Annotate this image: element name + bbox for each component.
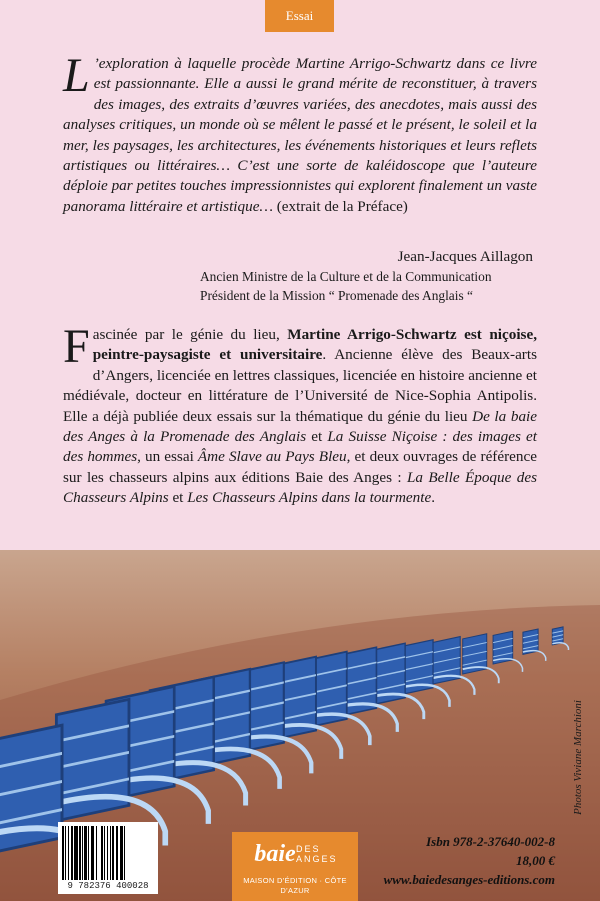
author-bio	[63, 320, 538, 509]
preface-source: (extrait de la Préface)	[272, 197, 408, 215]
signer-title-2: Président de la Mission “ Promenade des Anglais “	[200, 288, 473, 303]
publisher-logo-anges: ANGES	[296, 854, 338, 864]
publisher-logo-des: DES	[296, 844, 321, 854]
isbn-block	[345, 832, 555, 889]
preface-text: ’exploration à laquelle procède Martine Arrigo-Schwartz dans ce livre est passionnante. Elle a aussi le grand mérite de reconstituer, à travers des images, des extraits d’œuvres variées, des anecdotes, mais aussi des analyses critiques, un monde où se mêlent le passé et le présent, le soleil et la mer, les paysages, les architectures, les événements historiques et leurs reflets artistiques ou littéraires… C’est une sorte de kaléidoscope que l’auteure déploie par petites touches impressionnistes qui explorent finalement un vaste panorama littéraire et artistique…	[63, 55, 537, 215]
bio-title-1: De la baie des Anges à la Promenade des Anglais	[63, 407, 537, 446]
signer-title-1: Ancien Ministre de la Culture et de la Communication	[200, 269, 492, 284]
barcode-bars	[62, 826, 154, 880]
barcode	[58, 822, 158, 894]
bio-title-5: Les Chasseurs Alpins dans la tourmente	[187, 489, 432, 507]
preface-dropcap: L	[63, 49, 90, 102]
bio-text-2: . Ancienne élève des Beaux-arts d’Angers, licenciée en lettres classiques, licenciée en histoire ancienne et médiévale, docteur en littérature de l’Université de Nice-Sophia Antipolis. Elle a déjà publiée deux essais sur la thématique du génie du lieu	[63, 346, 537, 425]
signature	[63, 247, 537, 267]
publisher-motto: MAISON D’ÉDITION · CÔTE D’AZUR	[243, 876, 347, 895]
publisher-logo-text: baie	[254, 841, 296, 867]
signer-name: Jean-Jacques Aillagon	[397, 248, 533, 265]
barcode-bar	[125, 826, 127, 880]
bio-text-7: .	[431, 489, 436, 507]
bio-title-2: La Suisse Niçoise : des images et des hommes	[63, 428, 538, 466]
bio-text-3: et	[306, 428, 328, 446]
bio-text-6: et	[168, 489, 188, 507]
bio-title-4: La Belle Époque des Chasseurs Alpins	[63, 468, 537, 507]
price: 18,00 €	[516, 853, 555, 868]
bio-bold: Martine Arrigo-Schwartz est niçoise, peintre-paysagiste et universitaire	[92, 326, 537, 364]
bio-text-5: , et deux ouvrages de référence sur les chasseurs alpins aux éditions Baie des Anges :	[63, 448, 537, 486]
bio-text-1: ascinée par le génie du lieu,	[92, 326, 288, 343]
bio-dropcap: F	[63, 320, 90, 373]
barcode-number: 9 782376 400028	[67, 881, 149, 891]
bio-title-3: Âme Slave au Pays Bleu	[197, 448, 347, 466]
preface-quote	[63, 49, 537, 217]
genre-tag: Essai	[265, 0, 334, 32]
bio-text-4: , un essai	[137, 448, 198, 466]
photo-credit: Photos Viviane Marchioni	[572, 700, 584, 815]
publisher-logo-sub	[296, 844, 338, 864]
signer-titles	[200, 267, 540, 305]
isbn: Isbn 978-2-37640-002-8	[426, 834, 555, 849]
website[interactable]: www.baiedesanges-editions.com	[383, 872, 555, 887]
publisher-logo	[232, 832, 358, 901]
